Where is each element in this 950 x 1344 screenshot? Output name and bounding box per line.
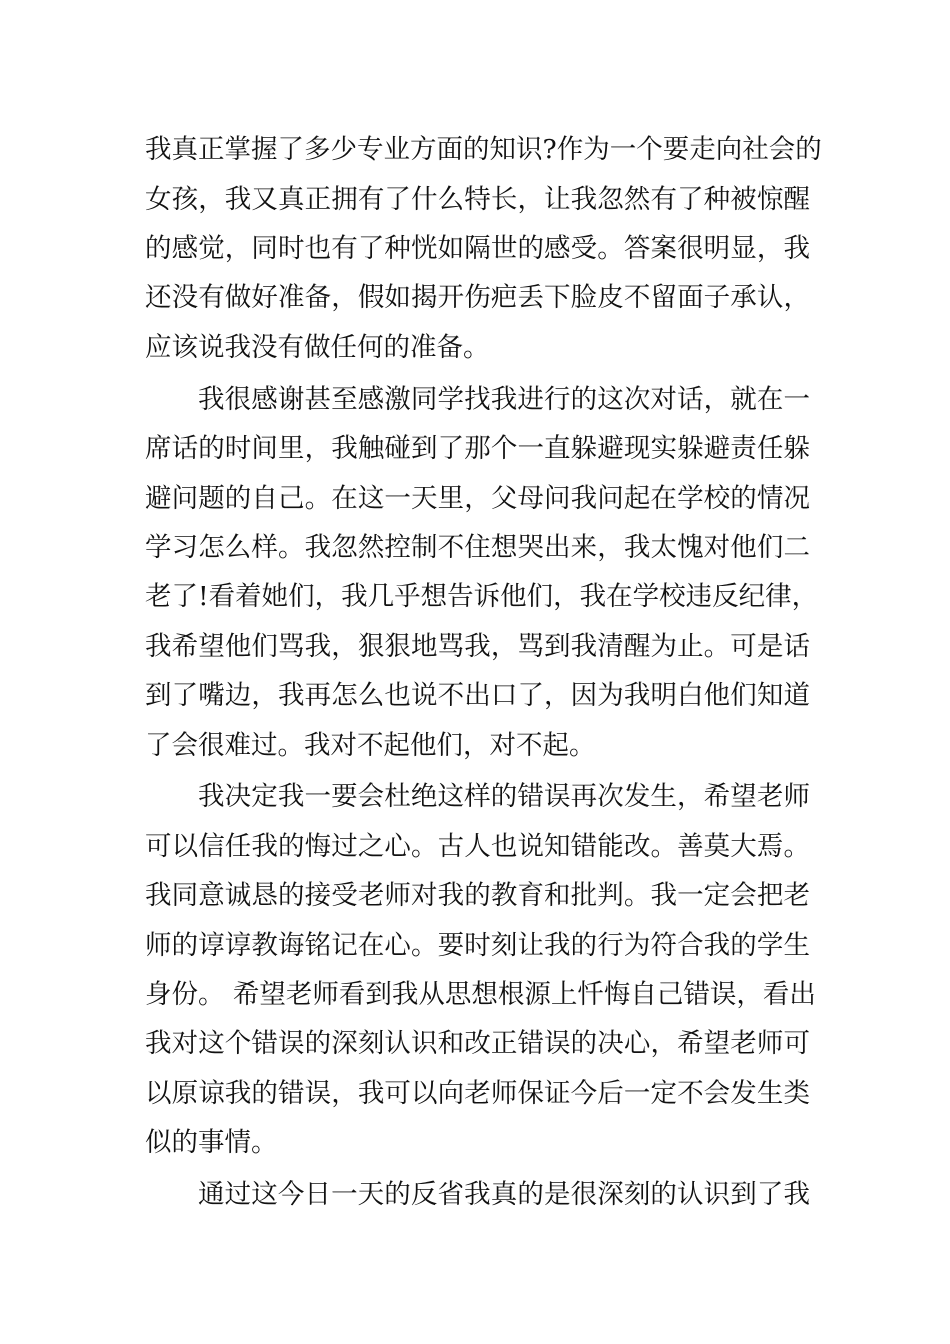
text-line: 我希望他们骂我，狠狠地骂我，骂到我清醒为止。可是话 <box>145 631 810 662</box>
text-line: 学习怎么样。我忽然控制不住想哭出来，我太愧对他们二 <box>145 532 810 563</box>
text-line: 似的事情。 <box>145 1127 278 1158</box>
text-line: 师的谆谆教诲铭记在心。要时刻让我的行为符合我的学生 <box>145 930 810 961</box>
paragraph-start-line: 我决定我一要会杜绝这样的错误再次发生，希望老师 <box>198 781 810 812</box>
paragraph-start-line: 我很感谢甚至感激同学找我进行的这次对话，就在一 <box>198 384 810 415</box>
text-line: 以原谅我的错误，我可以向老师保证今后一定不会发生类 <box>145 1078 810 1109</box>
text-line: 到了嘴边，我再怎么也说不出口了，因为我明白他们知道 <box>145 680 810 711</box>
text-line: 老了!看着她们，我几乎想告诉他们，我在学校违反纪律， <box>145 581 819 612</box>
text-line: 我同意诚恳的接受老师对我的教育和批判。我一定会把老 <box>145 880 810 911</box>
text-line: 席话的时间里，我触碰到了那个一直躲避现实躲避责任躲 <box>145 433 810 464</box>
paragraph-start-line: 通过这今日一天的反省我真的是很深刻的认识到了我 <box>198 1179 810 1210</box>
text-line: 我对这个错误的深刻认识和改正错误的决心，希望老师可 <box>145 1028 810 1059</box>
text-line: 了会很难过。我对不起他们，对不起。 <box>145 730 596 761</box>
text-line: 还没有做好准备，假如揭开伤疤丢下脸皮不留面子承认， <box>145 282 810 313</box>
text-line: 的感觉，同时也有了种恍如隔世的感受。答案很明显，我 <box>145 233 810 264</box>
text-line: 我真正掌握了多少专业方面的知识?作为一个要走向社会的 <box>145 134 822 165</box>
text-line: 身份。 希望老师看到我从思想根源上忏悔自己错误，看出 <box>145 979 816 1010</box>
text-line: 避问题的自己。在这一天里，父母问我问起在学校的情况 <box>145 483 810 514</box>
text-line: 应该说我没有做任何的准备。 <box>145 332 490 363</box>
text-line: 可以信任我的悔过之心。古人也说知错能改。善莫大焉。 <box>145 831 810 862</box>
text-line: 女孩，我又真正拥有了什么特长，让我忽然有了种被惊醒 <box>145 184 810 215</box>
